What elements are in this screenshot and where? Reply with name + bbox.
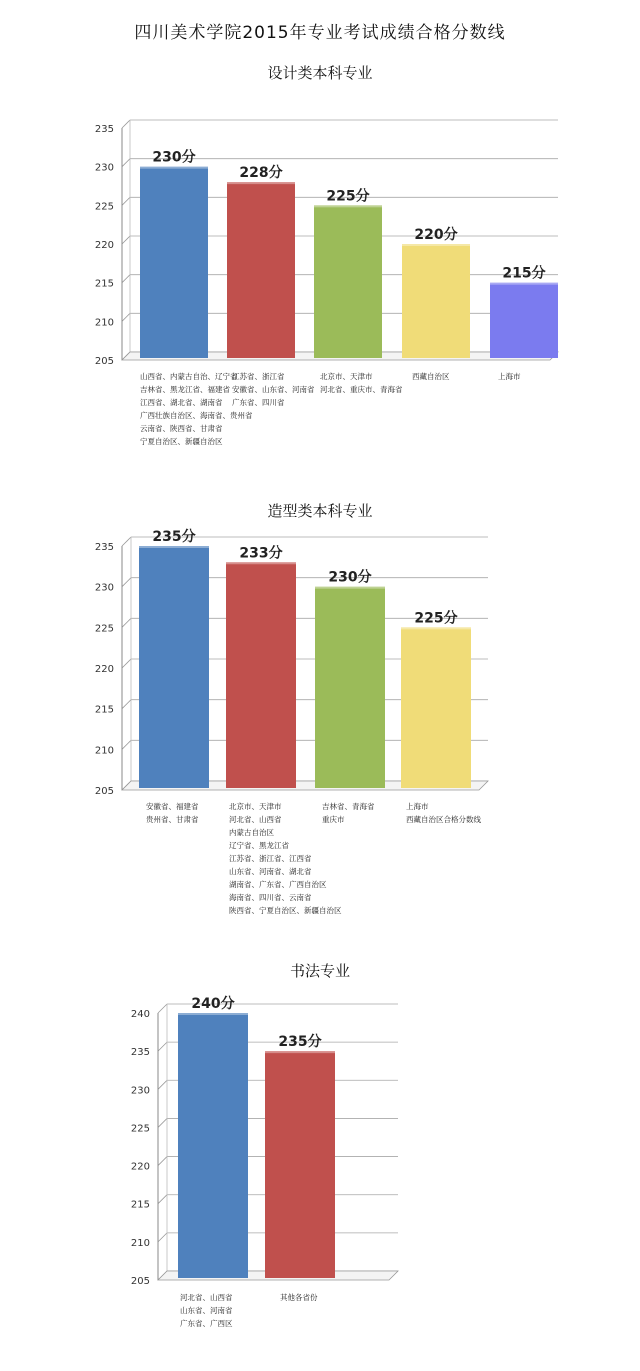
region-line: 山西省、内蒙古自治、辽宁省	[140, 372, 238, 381]
region-line: 重庆市	[322, 815, 345, 824]
data-label: 220分	[414, 227, 458, 243]
region-line: 海南省、四川省、云南省	[229, 893, 312, 902]
grid-tick-diag	[158, 1195, 167, 1204]
region-line: 其他各省份	[280, 1293, 318, 1302]
category-region-label	[180, 1291, 233, 1330]
region-line: 江苏省、浙江省	[232, 372, 285, 381]
region-line: 北京市、天津市	[320, 372, 373, 381]
region-line: 山东省、河南省、湖北省	[229, 867, 312, 876]
grid-tick-diag	[158, 1042, 167, 1051]
region-line: 广东省、四川省	[232, 398, 285, 407]
chart-title: 书法专业	[289, 962, 350, 980]
data-label: 235分	[278, 1034, 322, 1051]
main-title: 四川美术学院2015年专业考试成绩合格分数线	[134, 23, 506, 43]
region-line: 湖南省、广东省、广西自治区	[229, 880, 327, 889]
grid-tick-diag	[158, 1233, 167, 1242]
category-region-label	[280, 1291, 318, 1304]
data-label: 235分	[152, 529, 196, 545]
region-line: 辽宁省、黑龙江省	[229, 841, 289, 850]
region-line: 云南省、陕西省、甘肃省	[140, 424, 223, 433]
region-line: 北京市、天津市	[229, 802, 282, 811]
region-line: 山东省、河南省	[180, 1306, 233, 1315]
region-line: 河北省、重庆市、青海省	[320, 385, 403, 394]
grid-tick-diag	[158, 1080, 167, 1089]
region-line: 江西省、湖北省、湖南省	[140, 398, 223, 407]
region-line: 河北省、山西省	[180, 1293, 233, 1302]
grid-tick-diag	[158, 1118, 167, 1127]
y-tick-label: 225	[130, 1123, 150, 1135]
y-tick-label: 220	[94, 240, 114, 251]
y-tick-label: 225	[94, 201, 114, 213]
y-tick-label: 210	[94, 317, 114, 329]
region-line: 西藏自治区	[412, 372, 450, 381]
y-tick-label: 210	[94, 745, 114, 757]
region-line: 上海市	[406, 802, 429, 811]
data-label: 228分	[239, 165, 283, 182]
y-tick-label: 220	[130, 1161, 150, 1173]
region-line: 江苏省、浙江省、江西省	[229, 854, 312, 863]
data-label: 240分	[191, 996, 235, 1012]
region-line: 广西壮族自治区、海南省、贵州省	[140, 411, 253, 420]
y-tick-label: 205	[130, 1276, 150, 1287]
region-line: 安徽省、福建省	[146, 802, 199, 811]
region-line: 宁夏自治区、新疆自治区	[140, 437, 223, 446]
y-tick-label: 230	[94, 162, 114, 174]
region-line: 内蒙古自治区	[229, 828, 274, 837]
y-tick-label: 215	[94, 704, 114, 716]
region-line: 西藏自治区合格分数线	[406, 815, 481, 824]
data-label: 225分	[414, 610, 458, 627]
chart-title: 造型类本科专业	[267, 502, 373, 520]
region-line: 吉林省、青海省	[322, 802, 375, 811]
bar-highlight	[265, 1051, 335, 1053]
data-label: 215分	[502, 265, 546, 282]
y-tick-label: 205	[94, 786, 114, 797]
region-line: 河北省、山西省	[229, 815, 282, 824]
y-tick-label: 220	[94, 664, 114, 675]
y-tick-label: 215	[130, 1199, 150, 1211]
region-line: 上海市	[498, 372, 521, 381]
bar-highlight	[178, 1013, 248, 1015]
data-label: 225分	[326, 188, 370, 205]
y-tick-label: 205	[94, 356, 114, 367]
y-tick-label: 210	[130, 1237, 150, 1249]
data-label: 230分	[328, 569, 372, 586]
region-line: 贵州省、甘肃省	[146, 815, 199, 824]
region-line: 广东省、广西区	[180, 1319, 233, 1328]
region-line: 安徽省、山东省、河南省	[232, 385, 315, 394]
y-tick-label: 215	[94, 278, 114, 290]
y-tick-label: 235	[94, 124, 114, 135]
region-line: 吉林省、黑龙江省、福建省	[140, 385, 230, 394]
region-line: 陕西省、宁夏自治区、新疆自治区	[229, 906, 342, 915]
y-tick-label: 240	[130, 1009, 150, 1020]
chart-title: 设计类本科专业	[267, 64, 373, 82]
bar	[265, 1051, 335, 1278]
grid-tick-diag	[158, 1004, 167, 1013]
y-tick-label: 235	[94, 542, 114, 553]
data-label: 233分	[239, 545, 283, 562]
y-tick-label: 230	[130, 1085, 150, 1097]
data-label: 230分	[152, 149, 196, 166]
grid-tick-diag	[158, 1157, 167, 1166]
y-tick-label: 230	[94, 582, 114, 594]
y-tick-label: 225	[94, 623, 114, 635]
y-tick-label: 235	[130, 1047, 150, 1059]
bar	[178, 1013, 248, 1278]
